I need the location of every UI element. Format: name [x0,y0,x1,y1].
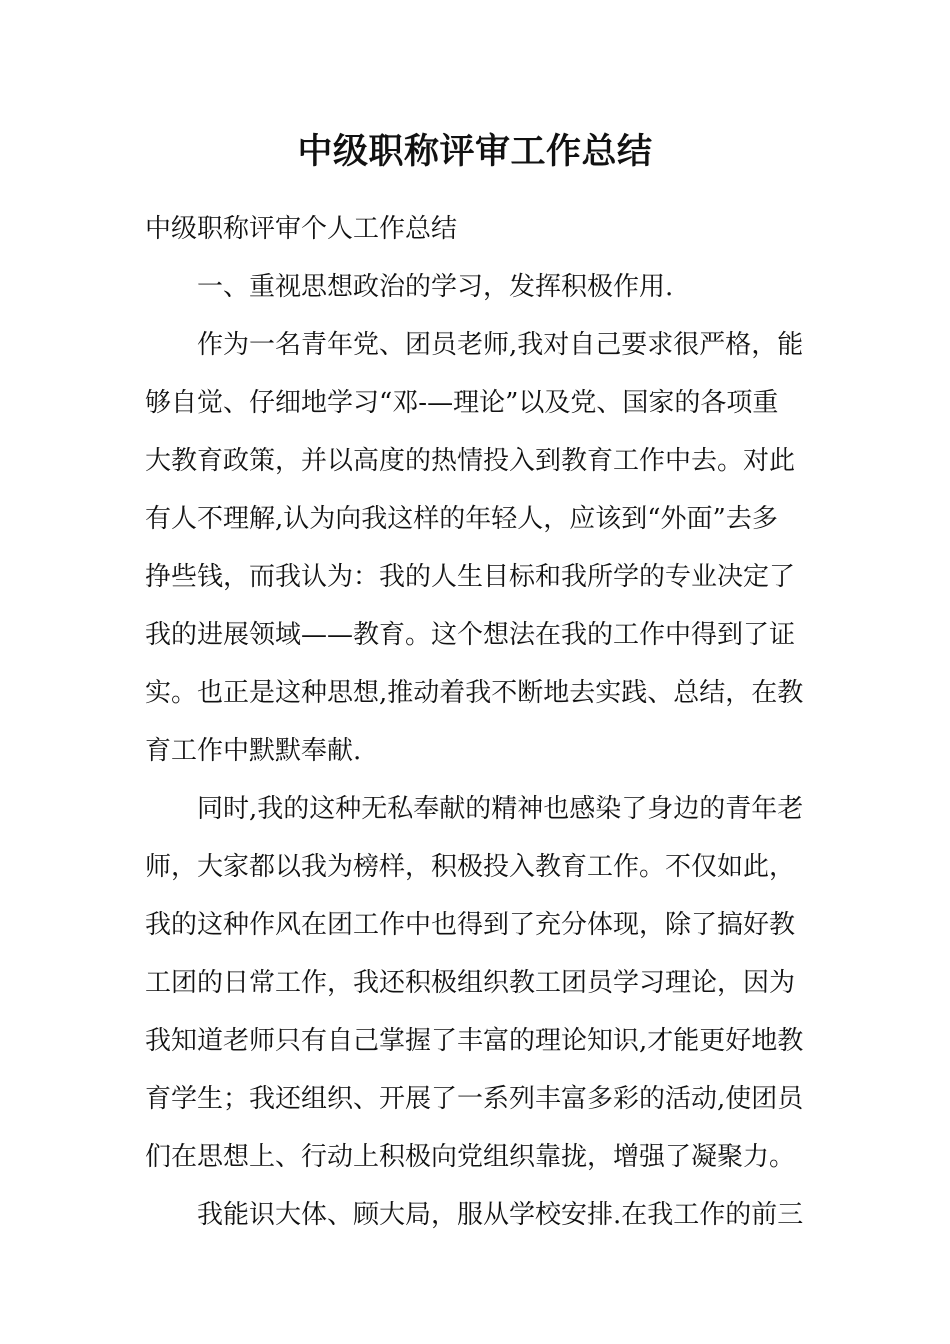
text-line: 中级职称评审个人工作总结 [145,214,458,244]
text-line: 们在思想上、行动上积极向党组织靠拢，增强了凝聚力。 [145,1142,796,1172]
text-line: 一、重视思想政治的学习，发挥积极作用. [197,272,674,302]
text-line: 同时,我的这种无私奉献的精神也感染了身边的青年老 [197,794,804,824]
document-body [145,200,807,1244]
text-line: 我的进展领域——教育。这个想法在我的工作中得到了证 [145,620,796,650]
text-line: 育工作中默默奉献. [145,736,362,766]
text-line: 挣些钱，而我认为：我的人生目标和我所学的专业决定了 [145,562,796,592]
document-title: 中级职称评审工作总结 [297,132,653,172]
text-line: 我的这种作风在团工作中也得到了充分体现，除了搞好教 [145,910,796,940]
text-line: 够自觉、仔细地学习“邓-—理论”以及党、国家的各项重 [145,388,779,418]
text-line: 工团的日常工作，我还积极组织教工团员学习理论，因为 [145,968,796,998]
text-line: 我知道老师只有自己掌握了丰富的理论知识,才能更好地教 [145,1026,804,1056]
text-line: 大教育政策，并以高度的热情投入到教育工作中去。对此 [145,446,796,476]
text-line: 作为一名青年党、团员老师,我对自己要求很严格，能 [197,330,804,360]
text-line: 实。也正是这种思想,推动着我不断地去实践、总结，在教 [145,678,804,708]
text-line: 我能识大体、顾大局，服从学校安排.在我工作的前三 [197,1200,804,1230]
text-line: 师，大家都以我为榜样，积极投入教育工作。不仅如此， [145,852,796,882]
text-line: 育学生；我还组织、开展了一系列丰富多彩的活动,使团员 [145,1084,804,1114]
text-line: 有人不理解,认为向我这样的年轻人，应该到“外面”去多 [145,504,778,534]
